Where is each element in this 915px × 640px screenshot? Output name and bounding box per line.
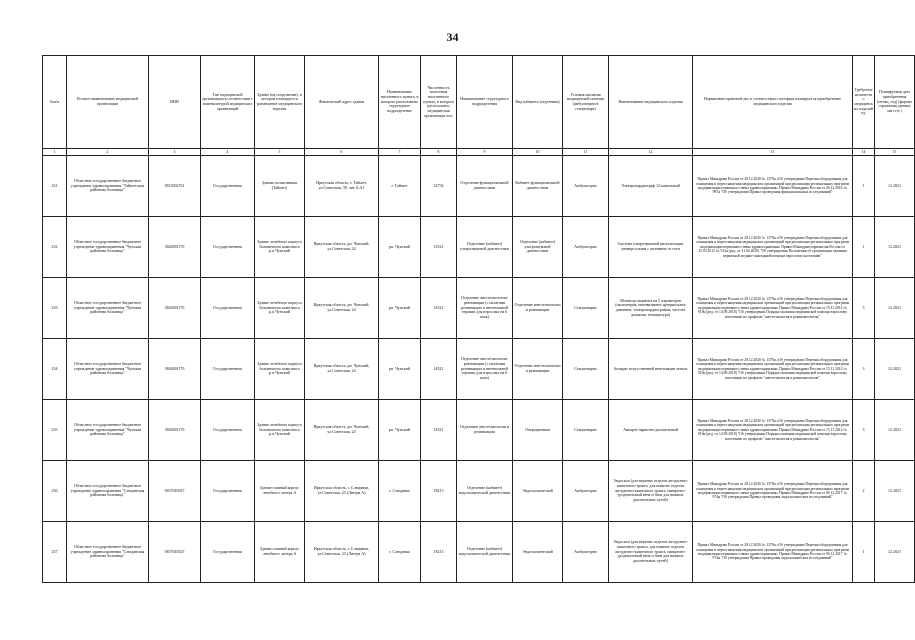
table-row bbox=[43, 339, 915, 400]
row-number: 237 bbox=[43, 522, 67, 583]
cabinet-type: Эндоскопический bbox=[513, 461, 563, 522]
legal-act: Приказ Минздрава России от 28.12.2020 № 1379н «Об утверждении Перечня оборудования для оснащения и переоснащения медицинских организаций при реализации региональных программ модернизации первичного звена здравоохранения» Приказ Минздрава России от 26.12.2016 № 997н "Об утверждении Правил проведения функциональных исследований" bbox=[693, 156, 853, 217]
organization-name: Областное государственное бюджетное учреждение здравоохранения "Чунская районная больница" bbox=[67, 400, 149, 461]
header-cell: №п/п bbox=[43, 56, 67, 149]
planned-date: 12.2021 bbox=[875, 217, 915, 278]
population: 14521 bbox=[421, 400, 457, 461]
organization-type: Государственная bbox=[201, 400, 255, 461]
population: 18213 bbox=[421, 461, 457, 522]
device-name: Монитор пациента на 5 параметров (оксиметрия, неинвазивное артериальное давление, электрокардиограмма, частота дыхания, температура) bbox=[609, 278, 693, 339]
cabinet-type: Отделение (кабинет) ультразвуковой диагностики bbox=[513, 217, 563, 278]
table-row bbox=[43, 522, 915, 583]
care-conditions: Стационарно bbox=[563, 400, 609, 461]
organization-type: Государственная bbox=[201, 461, 255, 522]
address: Иркутская область, рп. Чунский, ул.Советская, 24 bbox=[305, 217, 379, 278]
organization-type: Государственная bbox=[201, 278, 255, 339]
inn: 3844001170 bbox=[149, 217, 201, 278]
column-number: 4 bbox=[201, 149, 255, 156]
planned-date: 12.2021 bbox=[875, 461, 915, 522]
inn: 3837045027 bbox=[149, 461, 201, 522]
column-number: 12 bbox=[609, 149, 693, 156]
building: Здание поликлиники (Тайшет) bbox=[255, 156, 305, 217]
column-number: 6 bbox=[305, 149, 379, 156]
header-cell: Планируемая дата приобретения (месяц, год) (формат отражения данных мм.гггг.) bbox=[875, 56, 915, 149]
column-number: 5 bbox=[255, 149, 305, 156]
column-number: 3 bbox=[149, 149, 201, 156]
building: Здание главный корпус лечебного литера А bbox=[255, 522, 305, 583]
column-number: 9 bbox=[457, 149, 513, 156]
population: 32754 bbox=[421, 156, 457, 217]
building: Здание главный корпус лечебного литера А bbox=[255, 461, 305, 522]
table-row bbox=[43, 278, 915, 339]
column-number: 15 bbox=[875, 149, 915, 156]
planned-date: 12.2021 bbox=[875, 278, 915, 339]
structural-unit: Отделение (кабинет) эндоскопической диагностики bbox=[457, 461, 513, 522]
device-name: Электрокардиограф 12-канальный bbox=[609, 156, 693, 217]
quantity: 2 bbox=[853, 461, 875, 522]
row-number: 231 bbox=[43, 156, 67, 217]
quantity: 3 bbox=[853, 339, 875, 400]
legal-act: Приказ Минздрава России от 28.12.2020 № 1379н «Об утверждении Перечня оборудования для оснащения и переоснащения медицинских организаций при реализации региональных программ модернизации первичного звена здравоохранения» Приказ Минздрава России от 06.12.2017 № 974н "Об утверждении Правил проведения эндоскопических исследований" bbox=[693, 461, 853, 522]
structural-unit: Отделение анестезиологии-реанимации (с палатами реанимации и интенсивной терапии для взрослых на 6 коек) bbox=[457, 339, 513, 400]
row-number: 234 bbox=[43, 339, 67, 400]
building: Здание лечебного корпуса больничного комплекса р.п.Чунский bbox=[255, 278, 305, 339]
column-number: 1 bbox=[43, 149, 67, 156]
planned-date: 12.2021 bbox=[875, 400, 915, 461]
device-name: Система ультразвуковой визуализации универсальная с питанием от сети bbox=[609, 217, 693, 278]
population: 14521 bbox=[421, 339, 457, 400]
quantity: 3 bbox=[853, 400, 875, 461]
organization-name: Областное государственное бюджетное учреждение здравоохранения "Тайшетская районная больница" bbox=[67, 156, 149, 217]
header-cell: Численность населения населенного пункта, в котором расположено медицинская организация чел. bbox=[421, 56, 457, 149]
header-cell: Условия оказания медицинской помощи (амбулаторно/в стационаре) bbox=[563, 56, 609, 149]
locality: г. Слюдянка bbox=[379, 522, 421, 583]
organization-name: Областное государственное бюджетное учреждение здравоохранения "Слюдянская районная больница" bbox=[67, 522, 149, 583]
table-row bbox=[43, 461, 915, 522]
care-conditions: Стационарно bbox=[563, 339, 609, 400]
device-name: Аппарат наркозно-дыхательный bbox=[609, 400, 693, 461]
organization-name: Областное государственное бюджетное учреждение здравоохранения "Чунская районная больница" bbox=[67, 339, 149, 400]
planned-date: 12.2021 bbox=[875, 339, 915, 400]
address: Иркутская область, г. Тайшет, ул.Советская, 39, лит.А,А1 bbox=[305, 156, 379, 217]
header-cell: Требуемое количество медицинских изделий ед. bbox=[853, 56, 875, 149]
locality: рп. Чунский bbox=[379, 278, 421, 339]
table-row bbox=[43, 400, 915, 461]
header-cell: Наименование медицинского изделия bbox=[609, 56, 693, 149]
locality: рп. Чунский bbox=[379, 217, 421, 278]
page-number: 34 bbox=[446, 30, 459, 44]
row-number: 233 bbox=[43, 278, 67, 339]
cabinet-type: Кабинет функциональной диагностики bbox=[513, 156, 563, 217]
equipment-register-table bbox=[42, 55, 915, 583]
inn: 3837045027 bbox=[149, 522, 201, 583]
legal-act: Приказ Минздрава России от 28.12.2020 № 1379н «Об утверждении Перечня оборудования для оснащения и переоснащения медицинских организаций при реализации региональных программ модернизации первичного звена здравоохранения» Приказ Минздравсоцразвития России от 15.03.2012 № 543н (ред. от 21.02.2020) "Об утверждении Положения об организации оказания первичной медико-санитарной помощи взрослому населению" bbox=[693, 217, 853, 278]
planned-date: 12.2021 bbox=[875, 522, 915, 583]
address: Иркутская область, рп. Чунский, ул.Советская, 24 bbox=[305, 339, 379, 400]
planned-date: 12.2021 bbox=[875, 156, 915, 217]
column-number: 11 bbox=[563, 149, 609, 156]
header-cell: Наименование населенного пункта, в котором расположено структурное подразделение bbox=[379, 56, 421, 149]
organization-name: Областное государственное бюджетное учреждение здравоохранения "Слюдянская районная больница" bbox=[67, 461, 149, 522]
row-number: 236 bbox=[43, 461, 67, 522]
building: Здание лечебного корпуса больничного комплекса р.п.Чунский bbox=[255, 339, 305, 400]
population: 14521 bbox=[421, 278, 457, 339]
header-cell: Фактический адрес здания bbox=[305, 56, 379, 149]
table-row bbox=[43, 217, 915, 278]
address: Иркутская область, г. Слюдянка, ул.Советская, 23 (Литера А) bbox=[305, 461, 379, 522]
device-name: Эндоскоп (для верхних отделов желудочно-кишечного тракта, для нижних отделов желудочно-кишечного тракта, панкреато-дуоденальный вена и бена для нижних дыхательных путей) bbox=[609, 522, 693, 583]
column-number-row bbox=[43, 149, 915, 156]
address: Иркутская область, рп. Чунский, ул.Советская, 24 bbox=[305, 278, 379, 339]
inn: 3844001170 bbox=[149, 400, 201, 461]
column-number: 2 bbox=[67, 149, 149, 156]
inn: 3815002761 bbox=[149, 156, 201, 217]
organization-type: Государственная bbox=[201, 522, 255, 583]
locality: г. Тайшет bbox=[379, 156, 421, 217]
header-cell: Здание (на сооружение), в котором планируется размещение медицинского изделия bbox=[255, 56, 305, 149]
column-number: 10 bbox=[513, 149, 563, 156]
column-number: 14 bbox=[853, 149, 875, 156]
organization-name: Областное государственное бюджетное учреждение здравоохранения "Чунская районная больница" bbox=[67, 217, 149, 278]
structural-unit: Отделение (кабинет) ультразвуковой диагностики bbox=[457, 217, 513, 278]
structural-unit: Отделение (кабинет) эндоскопической диагностики bbox=[457, 522, 513, 583]
care-conditions: Амбулаторно bbox=[563, 522, 609, 583]
legal-act: Приказ Минздрава России от 28.12.2020 № 1379н «Об утверждении Перечня оборудования для оснащения и переоснащения медицинских организаций при реализации региональных программ модернизации первичного звена здравоохранения» Приказ Минздрава России от 15.11.2012 № 919н (ред. от 14.09.2018) "Об утверждении Порядка оказания медицинской помощи взрослому населению по профилю "анестезиология и реаниматология" bbox=[693, 400, 853, 461]
address: Иркутская область, г. Слюдянка, ул.Советская, 23 (Литера А) bbox=[305, 522, 379, 583]
structural-unit: Отделение анестезиологии и реанимации bbox=[457, 400, 513, 461]
device-name: Аппарат искусственной вентиляции легких bbox=[609, 339, 693, 400]
care-conditions: Стационарно bbox=[563, 278, 609, 339]
inn: 3844001170 bbox=[149, 278, 201, 339]
address: Иркутская область, рп. Чунский, ул.Советская, 24 bbox=[305, 400, 379, 461]
row-number: 232 bbox=[43, 217, 67, 278]
locality: рп. Чунский bbox=[379, 339, 421, 400]
care-conditions: Амбулаторно bbox=[563, 217, 609, 278]
header-cell: Тип медицинской организации в соответствии с номенклатурой медицинских организаций bbox=[201, 56, 255, 149]
organization-type: Государственная bbox=[201, 339, 255, 400]
legal-act: Приказ Минздрава России от 28.12.2020 № 1379н «Об утверждении Перечня оборудования для оснащения и переоснащения медицинских организаций при реализации региональных программ модернизации первичного звена здравоохранения» Приказ Минздрава России от 15.11.2012 № 919н (ред. от 14.09.2018) "Об утверждении Порядка оказания медицинской помощи взрослому населению по профилю "анестезиология и реаниматология" bbox=[693, 278, 853, 339]
header-cell: ИНН bbox=[149, 56, 201, 149]
locality: г. Слюдянка bbox=[379, 461, 421, 522]
structural-unit: Отделение анестезиологии-реанимации (с палатами реанимации и интенсивной терапии для взрослых на 6 коек) bbox=[457, 278, 513, 339]
header-cell: Вид кабинета (отделения) bbox=[513, 56, 563, 149]
cabinet-type: Операционная bbox=[513, 400, 563, 461]
inn: 3844001170 bbox=[149, 339, 201, 400]
quantity: 1 bbox=[853, 522, 875, 583]
organization-name: Областное государственное бюджетное учреждение здравоохранения "Чунская районная больница" bbox=[67, 278, 149, 339]
care-conditions: Амбулаторно bbox=[563, 156, 609, 217]
organization-type: Государственная bbox=[201, 156, 255, 217]
quantity: 3 bbox=[853, 278, 875, 339]
locality: рп. Чунский bbox=[379, 400, 421, 461]
organization-type: Государственная bbox=[201, 217, 255, 278]
row-number: 235 bbox=[43, 400, 67, 461]
structural-unit: Отделение функциональной диагностики bbox=[457, 156, 513, 217]
column-number: 13 bbox=[693, 149, 853, 156]
quantity: 1 bbox=[853, 156, 875, 217]
column-number: 8 bbox=[421, 149, 457, 156]
header-cell: Полное наименование медицинской организации bbox=[67, 56, 149, 149]
header-cell: Нормативно-правовой акт, в соответствии с которым планируется приобретение медицинского изделия bbox=[693, 56, 853, 149]
device-name: Эндоскоп (для верхних отделов желудочно-кишечного тракта, для нижних отделов желудочно-кишечного тракта, панкреато-дуоденальный вена и бена для нижних дыхательных путей) bbox=[609, 461, 693, 522]
cabinet-type: Отделение анестезиологии и реанимации bbox=[513, 278, 563, 339]
header-row bbox=[43, 56, 915, 149]
care-conditions: Амбулаторно bbox=[563, 461, 609, 522]
table-row bbox=[43, 156, 915, 217]
building: Здание лечебного корпуса больничного комплекса р.п.Чунский bbox=[255, 400, 305, 461]
population: 14521 bbox=[421, 217, 457, 278]
column-number: 7 bbox=[379, 149, 421, 156]
legal-act: Приказ Минздрава России от 28.12.2020 № 1379н «Об утверждении Перечня оборудования для оснащения и переоснащения медицинских организаций при реализации региональных программ модернизации первичного звена здравоохранения» Приказ Минздрава России от 15.11.2012 № 919н (ред. от 14.09.2018) "Об утверждении Порядка оказания медицинской помощи взрослому населению по профилю "анестезиология и реаниматология" bbox=[693, 339, 853, 400]
building: Здание лечебного корпуса больничного комплекса р.п.Чунский bbox=[255, 217, 305, 278]
cabinet-type: Отделение анестезиологии и реанимации bbox=[513, 339, 563, 400]
quantity: 1 bbox=[853, 217, 875, 278]
legal-act: Приказ Минздрава России от 28.12.2020 № 1379н «Об утверждении Перечня оборудования для оснащения и переоснащения медицинских организаций при реализации региональных программ модернизации первичного звена здравоохранения» Приказ Минздрава России от 06.12.2017 № 974н "Об утверждении Правил проведения эндоскопических исследований" bbox=[693, 522, 853, 583]
population: 18213 bbox=[421, 522, 457, 583]
cabinet-type: Эндоскопический bbox=[513, 522, 563, 583]
header-cell: Наименование структурного подразделения bbox=[457, 56, 513, 149]
